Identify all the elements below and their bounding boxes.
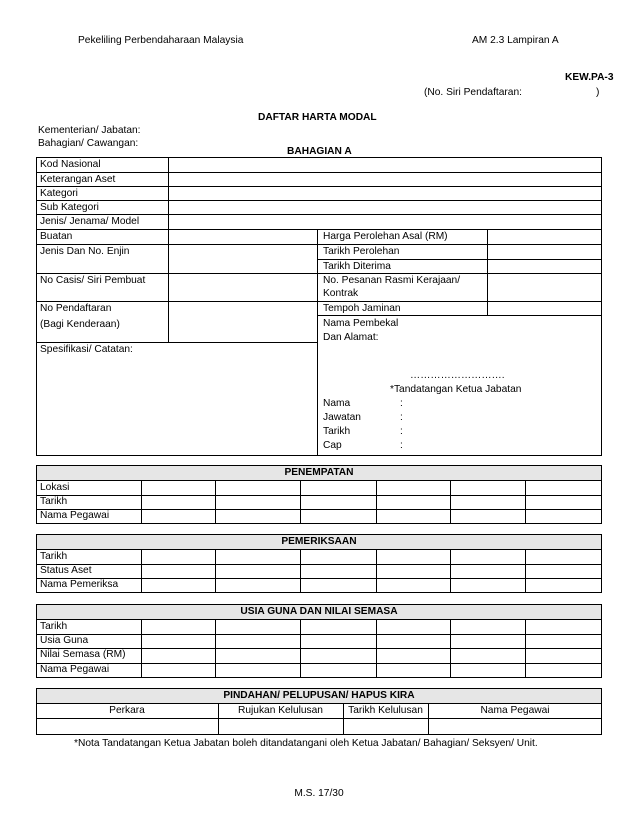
nama-label: Nama [323, 398, 351, 409]
kategori-label: Kategori [40, 188, 78, 199]
kontrak-label: Kontrak [323, 288, 359, 299]
bagi-kenderaan-label: (Bagi Kenderaan) [40, 319, 120, 330]
pindahan-title: PINDAHAN/ PELUPUSAN/ HAPUS KIRA [223, 690, 415, 701]
jawatan-colon: : [400, 412, 403, 423]
spesifikasi-label: Spesifikasi/ Catatan: [40, 344, 133, 355]
signature-dots: ………………………. [410, 370, 505, 381]
pindahan-col-tarikh: Tarikh Kelulusan [348, 705, 423, 716]
tarikh-label: Tarikh [323, 426, 351, 437]
tempoh-jaminan-label: Tempoh Jaminan [323, 303, 401, 314]
penempatan-title: PENEMPATAN [284, 467, 354, 478]
keterangan-label: Keterangan Aset [40, 174, 116, 185]
usia-guna-tarikh: Tarikh [40, 621, 68, 632]
siri-label: (No. Siri Pendaftaran: [424, 87, 522, 98]
header-left: Pekeliling Perbendaharaan Malaysia [78, 35, 244, 46]
tarikh-perolehan-label: Tarikh Perolehan [323, 246, 400, 257]
no-casis-label: No Casis/ Siri Pembuat [40, 275, 146, 286]
no-pesanan-label: No. Pesanan Rasmi Kerajaan/ [323, 275, 461, 286]
pemeriksaan-status-aset: Status Aset [40, 565, 92, 576]
page-number: M.S. 17/30 [294, 788, 344, 799]
bahagian-label: Bahagian/ Cawangan: [38, 138, 139, 149]
cap-label: Cap [323, 440, 342, 451]
section-a-table [36, 157, 602, 456]
pemeriksaan-tarikh: Tarikh [40, 551, 68, 562]
pindahan-col-rujukan: Rujukan Kelulusan [238, 705, 323, 716]
form-code: KEW.PA-3 [565, 72, 614, 83]
section-a-title: BAHAGIAN A [287, 146, 352, 157]
jenis-enjin-label: Jenis Dan No. Enjin [40, 246, 130, 257]
tandatangan-label: *Tandatangan Ketua Jabatan [390, 384, 522, 395]
nama-pembekal-label: Nama Pembekal [323, 318, 399, 329]
buatan-label: Buatan [40, 231, 73, 242]
penempatan-nama-pegawai: Nama Pegawai [40, 510, 110, 521]
dan-alamat-label: Dan Alamat: [323, 332, 379, 343]
usia-guna-nama-pegawai: Nama Pegawai [40, 664, 110, 675]
usia-guna-usia-guna: Usia Guna [40, 635, 89, 646]
pemeriksaan-title: PEMERIKSAAN [281, 536, 357, 547]
pemeriksaan-nama-pemeriksa: Nama Pemeriksa [40, 579, 119, 590]
no-pendaftaran-label: No Pendaftaran [40, 303, 112, 314]
pindahan-col-perkara: Perkara [109, 705, 145, 716]
jenis-model-label: Jenis/ Jenama/ Model [40, 216, 140, 227]
page-title: DAFTAR HARTA MODAL [258, 112, 377, 123]
jawatan-label: Jawatan [323, 412, 361, 423]
harga-label: Harga Perolehan Asal (RM) [323, 231, 448, 242]
kod-nasional-label: Kod Nasional [40, 159, 101, 170]
sub-kategori-label: Sub Kategori [40, 202, 99, 213]
tarikh-colon: : [400, 426, 403, 437]
cap-colon: : [400, 440, 403, 451]
penempatan-lokasi: Lokasi [40, 482, 70, 493]
header-right: AM 2.3 Lampiran A [472, 35, 559, 46]
nama-colon: : [400, 398, 403, 409]
tarikh-diterima-label: Tarikh Diterima [323, 261, 391, 272]
siri-close: ) [596, 87, 600, 98]
usia-guna-title: USIA GUNA DAN NILAI SEMASA [240, 606, 398, 617]
footnote: *Nota Tandatangan Ketua Jabatan boleh ditandatangani oleh Ketua Jabatan/ Bahagian/ Seksyen/ Unit. [74, 738, 538, 749]
usia-guna-nilai-semasa: Nilai Semasa (RM) [40, 649, 126, 660]
kementerian-label: Kementerian/ Jabatan: [38, 125, 141, 136]
penempatan-tarikh: Tarikh [40, 496, 68, 507]
pindahan-col-nama: Nama Pegawai [480, 705, 550, 716]
